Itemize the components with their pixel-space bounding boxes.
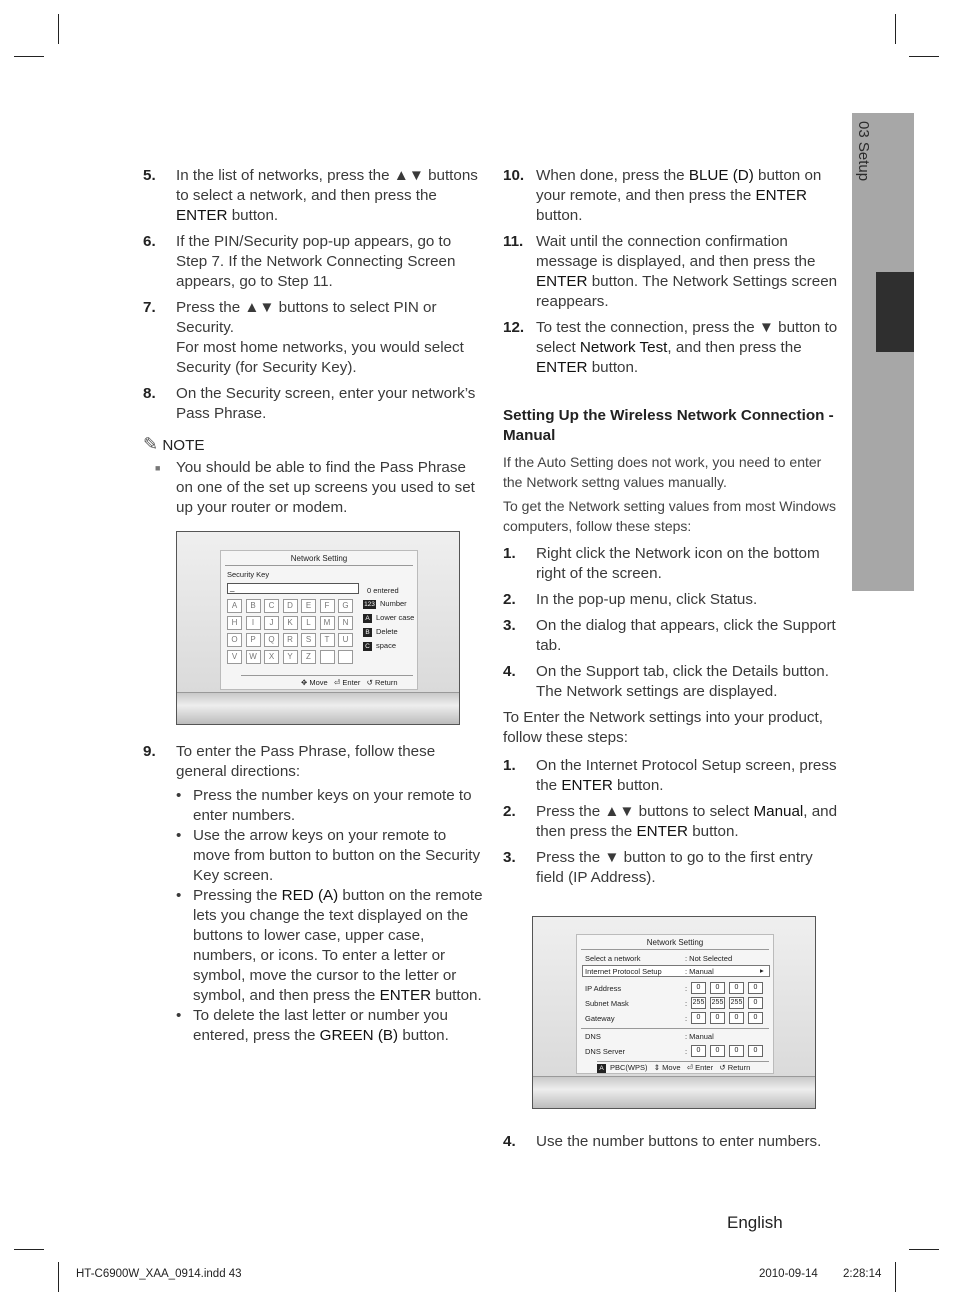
print-date: 2010-09-14 — [759, 1268, 818, 1280]
step-item — [503, 1132, 841, 1152]
ip-octet-field[interactable]: 0 — [691, 1045, 706, 1057]
key-button[interactable]: N — [338, 616, 353, 630]
step-text: Press the ▼ button to go to the first entry field (IP Address). — [536, 849, 813, 886]
ip-octet-field[interactable]: 0 — [729, 1045, 744, 1057]
step-item — [503, 616, 841, 656]
bullet-item — [176, 786, 483, 826]
step-item — [503, 318, 841, 378]
key-button[interactable]: X — [264, 650, 279, 664]
security-key-label: Security Key — [227, 570, 270, 579]
legend-item — [363, 613, 414, 623]
key-button[interactable]: H — [227, 616, 242, 630]
bullet-item — [176, 826, 483, 886]
page-language: English — [727, 1213, 783, 1232]
color-button-icon: B — [363, 628, 372, 637]
ip-octet-field[interactable]: 0 — [710, 1012, 725, 1024]
setting-label: DNS — [585, 1032, 601, 1041]
key-button[interactable]: C — [264, 599, 279, 613]
key-button[interactable]: O — [227, 633, 242, 647]
legend-label: Delete — [376, 627, 398, 636]
bullet-text: Use the arrow keys on your remote to move from button to button on the Security Key screen. — [193, 827, 481, 884]
note-heading — [143, 434, 483, 456]
step-item — [503, 590, 841, 610]
return-icon: ↺ — [366, 678, 373, 687]
step-text: On the Internet Protocol Setup screen, press the ENTER button. — [536, 757, 837, 794]
key-button[interactable]: W — [246, 650, 261, 664]
key-button[interactable]: Z — [301, 650, 316, 664]
crop-mark — [909, 56, 939, 57]
ip-octet-field[interactable]: 0 — [710, 1045, 725, 1057]
setting-value: : Not Selected — [685, 954, 733, 963]
nav-return: Return — [727, 1063, 751, 1072]
nav-hints — [301, 678, 398, 687]
pencil-icon: ✎ — [143, 434, 159, 454]
step-item — [143, 232, 483, 292]
step-number: 3. — [503, 849, 516, 866]
key-button[interactable]: M — [320, 616, 335, 630]
screen-title: Network Setting — [646, 938, 704, 947]
step-text: In the pop-up menu, click Status. — [536, 591, 758, 608]
crop-mark — [58, 14, 59, 44]
step-item — [503, 848, 841, 888]
nav-enter: Enter — [695, 1063, 714, 1072]
setting-value: : — [685, 984, 688, 993]
key-button[interactable] — [338, 650, 353, 664]
screen-title: Network Setting — [290, 554, 348, 563]
key-button[interactable]: Y — [283, 650, 298, 664]
key-button[interactable]: R — [283, 633, 298, 647]
right-column — [503, 166, 841, 894]
screenshot-reflection — [533, 1076, 815, 1108]
key-button[interactable]: D — [283, 599, 298, 613]
ip-octet-field[interactable]: 255 — [710, 997, 725, 1009]
crop-mark — [58, 1262, 59, 1292]
bullet-dot-icon: • — [176, 887, 182, 904]
step-text: To enter the Pass Phrase, follow these general directions: — [176, 743, 436, 780]
step-item — [503, 756, 841, 796]
nav-return: Return — [374, 678, 398, 687]
print-time: 2:28:14 — [843, 1268, 882, 1280]
note-text: You should be able to find the Pass Phrase on one of the set up screens you used to set up your router or modem. — [176, 459, 475, 516]
print-file-info: HT-C6900W_XAA_0914.indd 43 — [76, 1268, 242, 1280]
step-text: Use the number buttons to enter numbers. — [536, 1133, 822, 1150]
step-number: 9. — [143, 743, 156, 760]
ip-octet-field[interactable]: 0 — [748, 997, 763, 1009]
setting-value: : — [685, 1047, 688, 1056]
right-column-lower — [503, 1132, 841, 1158]
steps-list — [503, 756, 841, 888]
divider — [581, 1028, 769, 1029]
legend-item — [363, 627, 398, 637]
key-button[interactable]: V — [227, 650, 242, 664]
key-button[interactable]: F — [320, 599, 335, 613]
note-item — [143, 458, 483, 518]
setting-value: : — [685, 999, 688, 1008]
crop-mark — [895, 1262, 896, 1292]
left-column-lower — [143, 742, 483, 1046]
ip-octet-field[interactable]: 255 — [691, 997, 706, 1009]
step-item — [503, 232, 841, 312]
legend-label: space — [376, 641, 397, 650]
screenshot-reflection — [177, 692, 459, 724]
step-text: To test the connection, press the ▼ button to select Network Test, and then press the ENTER button. — [536, 319, 838, 376]
step-number: 4. — [503, 1133, 516, 1150]
step-item — [503, 802, 841, 842]
left-column — [143, 166, 483, 528]
step-item — [503, 166, 841, 226]
key-button[interactable]: I — [246, 616, 261, 630]
key-button[interactable]: E — [301, 599, 316, 613]
step-number: 11. — [503, 233, 524, 250]
enter-icon: ⏎ — [686, 1063, 694, 1072]
step-text: Press the ▲▼ buttons to select Manual, and then press the ENTER button. — [536, 803, 838, 840]
bullet-dot-icon: • — [176, 787, 182, 804]
key-button[interactable]: T — [320, 633, 335, 647]
arrow-right-icon: ▸ — [760, 966, 764, 975]
key-button[interactable]: A — [227, 599, 242, 613]
ip-octet-field[interactable]: 0 — [748, 1045, 763, 1057]
divider — [225, 565, 413, 566]
legend-label: Lower case — [376, 613, 415, 622]
paragraph: To Enter the Network settings into your product, follow these steps: — [503, 709, 823, 746]
divider — [241, 675, 413, 676]
color-button-icon: C — [363, 642, 372, 651]
setting-label: Gateway — [585, 1014, 615, 1023]
key-button[interactable]: S — [301, 633, 316, 647]
step-item — [503, 662, 841, 702]
key-button[interactable]: P — [246, 633, 261, 647]
bullet-dot-icon: • — [176, 827, 182, 844]
enter-icon: ⏎ — [334, 678, 341, 687]
setting-label: DNS Server — [585, 1047, 626, 1056]
legend-item — [363, 641, 396, 651]
step-number: 1. — [503, 545, 516, 562]
step-item — [143, 166, 483, 226]
bullet-item — [176, 1006, 483, 1046]
intro-paragraph: If the Auto Setting does not work, you need to enter the Network settng values manually. — [503, 454, 822, 490]
return-icon: ↺ — [719, 1063, 726, 1072]
step-item — [143, 384, 483, 424]
setting-value: : Manual — [685, 1032, 714, 1041]
crop-mark — [14, 56, 44, 57]
step-item — [143, 298, 483, 378]
key-button[interactable]: K — [283, 616, 298, 630]
steps-list — [503, 544, 841, 702]
step-number: 5. — [143, 167, 156, 184]
nav-move: Move — [309, 678, 328, 687]
color-button-icon: A — [363, 614, 372, 623]
ip-octet-field[interactable]: 0 — [691, 982, 706, 994]
crop-mark — [895, 14, 896, 44]
legend-item — [363, 599, 407, 609]
bullet-text: Press the number keys on your remote to enter numbers. — [193, 787, 472, 824]
step-text: Press the ▲▼ buttons to select PIN or Security. For most home networks, you would select Security (for Security Key). — [176, 299, 464, 376]
setting-label: IP Address — [585, 984, 622, 993]
chapter-tab-label: 03 Setup — [855, 121, 872, 182]
step-number: 12. — [503, 319, 525, 336]
step-number: 6. — [143, 233, 156, 250]
bullet-text: To delete the last letter or number you entered, press the GREEN (B) button. — [193, 1007, 449, 1044]
nav-hints — [597, 1063, 750, 1073]
section-title: Setting Up the Wireless Network Connection - Manual — [503, 407, 834, 444]
step-text: On the Security screen, enter your network’s Pass Phrase. — [176, 385, 476, 422]
key-button[interactable]: G — [338, 599, 353, 613]
step-text: If the PIN/Security pop-up appears, go to Step 7. If the Network Connecting Screen appears, go to Step 11. — [176, 233, 456, 290]
step-item — [143, 742, 483, 782]
steps-list — [143, 166, 483, 424]
setting-label: Select a network — [585, 954, 641, 963]
step-number: 4. — [503, 663, 516, 680]
steps-list — [503, 166, 841, 378]
step-number: 7. — [143, 299, 156, 316]
key-button[interactable]: L — [301, 616, 316, 630]
ip-octet-field[interactable]: 255 — [729, 997, 744, 1009]
crop-mark — [909, 1249, 939, 1250]
move-icon: ✥ — [301, 678, 308, 687]
setting-value: : — [685, 1014, 688, 1023]
updown-icon: ⇕ — [653, 1063, 661, 1072]
key-button[interactable] — [320, 650, 335, 664]
entered-count: 0 entered — [367, 586, 399, 595]
divider — [597, 1061, 769, 1062]
ip-octet-field[interactable]: 0 — [748, 982, 763, 994]
step-text: Wait until the connection confirmation message is displayed, and then press the ENTER button. The Network Settings screen reappears. — [536, 233, 838, 310]
security-key-field[interactable] — [227, 583, 359, 594]
nav-pbc: PBC(WPS) — [610, 1063, 648, 1072]
security-key-screen — [220, 550, 418, 690]
ip-setup-screen — [576, 934, 774, 1074]
bullet-item — [176, 886, 483, 1006]
ip-octet-field[interactable]: 0 — [691, 1012, 706, 1024]
ip-octet-field[interactable]: 0 — [729, 1012, 744, 1024]
step-number: 10. — [503, 167, 525, 184]
step-number: 1. — [503, 757, 516, 774]
ip-octet-field[interactable]: 0 — [710, 982, 725, 994]
color-button-icon: 123 — [364, 601, 375, 608]
intro-paragraph: To get the Network setting values from most Windows computers, follow these steps: — [503, 498, 837, 534]
divider — [581, 949, 769, 950]
field-cursor: _ — [230, 583, 235, 592]
security-key-screenshot — [176, 531, 460, 725]
step-text: On the dialog that appears, click the Support tab. — [536, 617, 836, 654]
ip-octet-field[interactable]: 0 — [748, 1012, 763, 1024]
a-button-icon: A — [597, 1064, 606, 1073]
key-button[interactable]: Q — [264, 633, 279, 647]
key-button[interactable]: B — [246, 599, 261, 613]
ip-setup-screenshot — [532, 916, 816, 1109]
setting-value: : Manual — [685, 967, 714, 976]
step-number: 2. — [503, 803, 516, 820]
step-number: 8. — [143, 385, 156, 402]
step-text: Right click the Network icon on the bottom right of the screen. — [536, 545, 820, 582]
legend-label: Number — [380, 599, 407, 608]
key-button[interactable]: U — [338, 633, 353, 647]
note-label: NOTE — [162, 437, 205, 454]
square-bullet-icon: ■ — [155, 463, 161, 473]
crop-mark — [14, 1249, 44, 1250]
setting-label: Subnet Mask — [585, 999, 629, 1008]
step-item — [503, 544, 841, 584]
setting-label: Internet Protocol Setup — [585, 967, 662, 976]
key-button[interactable]: J — [264, 616, 279, 630]
bullet-text: Pressing the RED (A) button on the remote lets you change the text displayed on the buttons to lower case, upper case, numbers, or icons. To enter a letter or symbol, move the cursor to the letter or symbol, and then press the ENTER button. — [193, 887, 483, 1004]
ip-octet-field[interactable]: 0 — [729, 982, 744, 994]
bullet-list — [176, 786, 483, 1046]
step-text: In the list of networks, press the ▲▼ buttons to select a network, and then press the ENTER button. — [176, 167, 478, 224]
chapter-tab-marker — [876, 272, 914, 352]
step-number: 3. — [503, 617, 516, 634]
nav-move: Move — [662, 1063, 681, 1072]
step-text: On the Support tab, click the Details button. The Network settings are displayed. — [536, 663, 829, 700]
bullet-dot-icon: • — [176, 1007, 182, 1024]
nav-enter: Enter — [342, 678, 361, 687]
step-number: 2. — [503, 591, 516, 608]
step-text: When done, press the BLUE (D) button on your remote, and then press the ENTER button. — [536, 167, 822, 224]
